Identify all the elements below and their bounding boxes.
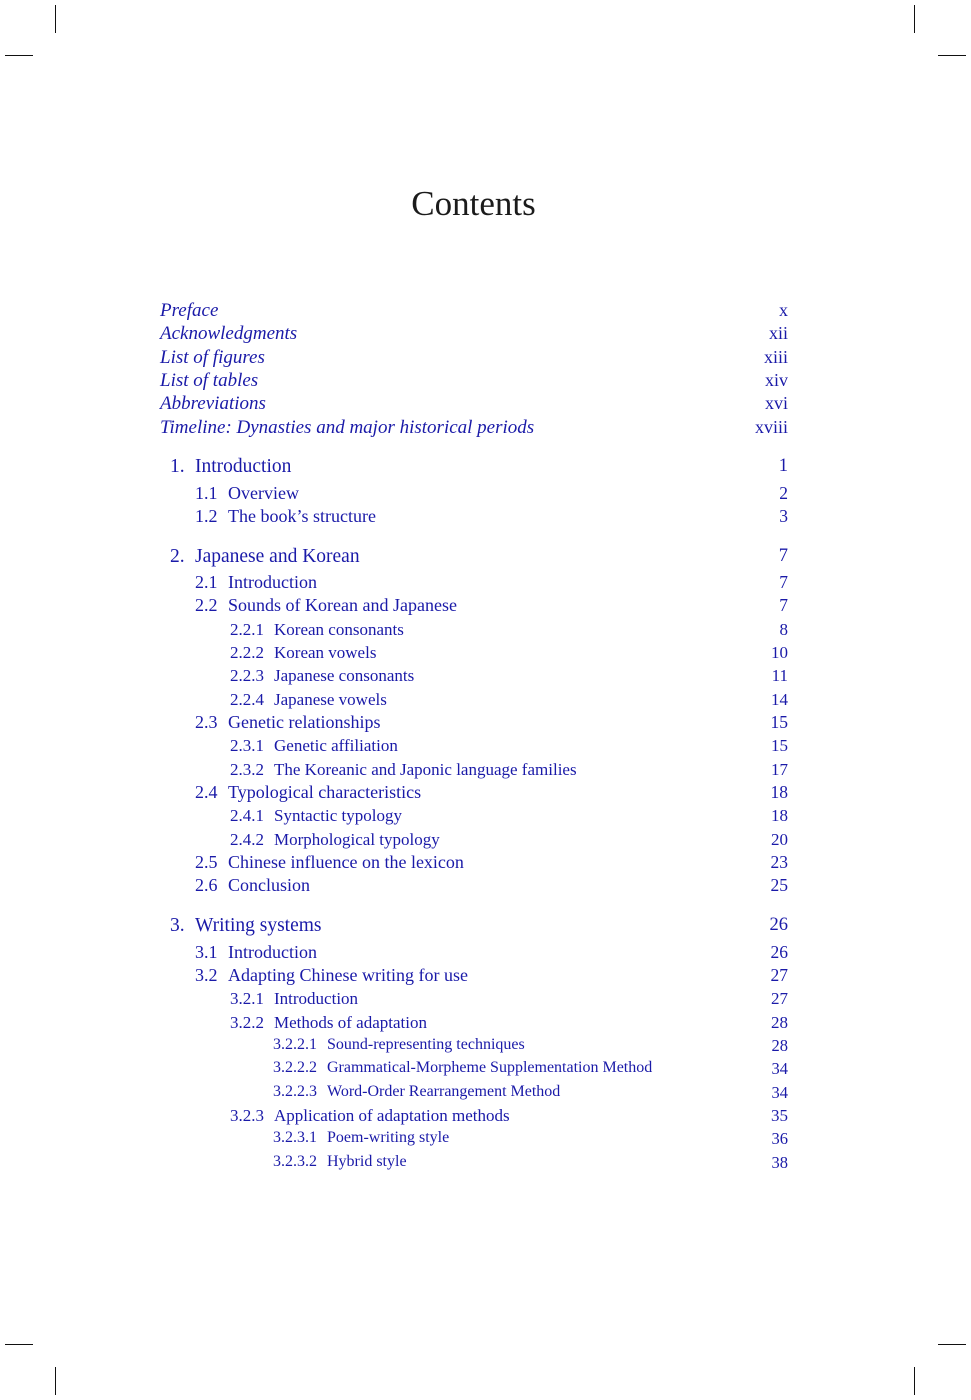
toc-section[interactable] [0, 506, 971, 530]
toc-page-number: xviii [754, 417, 788, 437]
toc-page-number: 38 [771, 1153, 788, 1172]
toc-entry-title: Introduction [228, 942, 317, 962]
toc-subsubsection[interactable] [0, 1153, 971, 1177]
toc-page-number: 7 [779, 572, 788, 592]
toc-subsection[interactable] [0, 690, 971, 714]
toc-entry-list-of-tables[interactable] [0, 370, 971, 394]
toc-entry-title: Syntactic typology [274, 806, 402, 825]
toc-page-number: 23 [770, 852, 788, 872]
toc-page-number: 25 [770, 875, 788, 895]
toc-entry-title: Application of adaptation methods [274, 1106, 510, 1125]
toc-entry-title: Sound-representing techniques [327, 1036, 525, 1053]
toc-subsection[interactable] [0, 760, 971, 784]
toc-page-number: xii [768, 323, 788, 343]
toc-entry-title: Introduction [274, 989, 359, 1008]
toc-chapter-2[interactable] [0, 546, 971, 570]
toc-number: 2.2.1 [230, 620, 264, 639]
toc-page-number: 20 [771, 830, 788, 849]
toc-entry-title: Genetic relationships [228, 712, 381, 732]
toc-number: 3. [170, 915, 185, 936]
toc-page-number: 27 [770, 965, 788, 985]
toc-entry-title: Japanese vowels [274, 690, 387, 709]
toc-number: 3.2.2.3 [273, 1083, 317, 1100]
toc-page-number: 34 [771, 1083, 788, 1102]
toc-entry-title: Writing systems [195, 915, 322, 936]
toc-section[interactable] [0, 712, 971, 736]
toc-section[interactable] [0, 875, 971, 899]
toc-entry-title: Japanese consonants [274, 666, 415, 685]
toc-subsection[interactable] [0, 1013, 971, 1037]
toc-number: 2.3.1 [230, 736, 264, 755]
toc-number: 2.4.2 [230, 830, 264, 849]
toc-number: 3.2.2 [230, 1013, 264, 1032]
toc-subsection[interactable] [0, 989, 971, 1013]
toc-entry-acknowledgments[interactable] [0, 323, 971, 347]
crop-mark [938, 1344, 966, 1345]
toc-page-number: 15 [771, 736, 788, 755]
toc-subsection[interactable] [0, 643, 971, 667]
toc-section[interactable] [0, 572, 971, 596]
crop-mark [55, 5, 56, 33]
toc-page-number: 36 [771, 1129, 788, 1148]
toc-number: 2.6 [195, 875, 218, 895]
toc-number: 3.2.2.2 [273, 1059, 317, 1076]
toc-entry-title: Morphological typology [274, 830, 440, 849]
toc-page-number: 35 [771, 1106, 788, 1125]
toc-page-number: 27 [771, 989, 788, 1008]
toc-page-number: 11 [771, 666, 788, 685]
toc-number: 2.4 [195, 782, 218, 802]
toc-page-number: xvi [764, 393, 788, 413]
toc-entry-title: Introduction [195, 456, 292, 477]
toc-entry-title: List of figures [160, 347, 265, 368]
toc-section[interactable] [0, 852, 971, 876]
crop-mark [938, 55, 966, 56]
toc-entry-title: Typological characteristics [228, 782, 422, 802]
toc-page-number: 10 [771, 643, 788, 662]
toc-section[interactable] [0, 965, 971, 989]
toc-entry-title: Grammatical-Morpheme Supplementation Method [327, 1059, 653, 1076]
toc-chapter-3[interactable] [0, 915, 971, 939]
toc-entry-title: List of tables [160, 370, 259, 391]
toc-page-number: 1 [778, 456, 788, 476]
toc-subsection[interactable] [0, 736, 971, 760]
toc-number: 3.2.1 [230, 989, 264, 1008]
toc-page-number: 28 [771, 1036, 788, 1055]
toc-number: 1.1 [195, 483, 218, 503]
toc-entry-timeline[interactable] [0, 417, 971, 441]
toc-entry-title: Poem-writing style [327, 1129, 450, 1146]
toc-number: 2.3.2 [230, 760, 264, 779]
toc-number: 3.2.3.1 [273, 1129, 317, 1146]
toc-subsubsection[interactable] [0, 1129, 971, 1153]
toc-page-number: 18 [770, 782, 788, 802]
toc-page-number: 28 [771, 1013, 788, 1032]
toc-page-number: 18 [771, 806, 788, 825]
toc-subsection[interactable] [0, 666, 971, 690]
toc-number: 2.2.2 [230, 643, 264, 662]
toc-entry-title: Adapting Chinese writing for use [228, 965, 468, 985]
toc-entry-title: Japanese and Korean [195, 546, 360, 567]
toc-page-number: 3 [779, 506, 788, 526]
toc-entry-title: Conclusion [228, 875, 311, 895]
toc-page-number: 8 [779, 620, 788, 639]
toc-entry-abbreviations[interactable] [0, 393, 971, 417]
toc-subsection[interactable] [0, 830, 971, 854]
toc-subsubsection[interactable] [0, 1083, 971, 1107]
toc-number: 3.2 [195, 965, 218, 985]
toc-entry-title: Chinese influence on the lexicon [228, 852, 464, 872]
toc-page-number: 2 [779, 483, 788, 503]
toc-number: 3.2.2.1 [273, 1036, 317, 1053]
crop-mark [914, 1367, 915, 1395]
toc-entry-title: The Koreanic and Japonic language families [274, 760, 577, 779]
toc-number: 2.5 [195, 852, 218, 872]
toc-entry-title: Korean vowels [274, 643, 377, 662]
toc-number: 1. [170, 456, 185, 477]
page-title: Contents [411, 184, 536, 223]
toc-page-number: 34 [771, 1059, 788, 1078]
toc-number: 3.1 [195, 942, 218, 962]
crop-mark [55, 1367, 56, 1395]
toc-number: 3.2.3.2 [273, 1153, 317, 1170]
toc-subsection[interactable] [0, 1106, 971, 1130]
toc-entry-title: Introduction [228, 572, 317, 592]
toc-entry-title: Abbreviations [160, 393, 266, 414]
toc-page-number: 26 [770, 942, 788, 962]
toc-number: 3.2.3 [230, 1106, 264, 1125]
crop-mark [5, 55, 33, 56]
toc-page-number: 17 [771, 760, 788, 779]
toc-entry-title: Timeline: Dynasties and major historical periods [160, 417, 535, 438]
toc-page-number: xiii [763, 347, 788, 367]
toc-entry-title: Methods of adaptation [274, 1013, 427, 1032]
toc-section[interactable] [0, 782, 971, 806]
toc-chapter-1[interactable] [0, 456, 971, 480]
toc-page-number: x [779, 300, 788, 320]
toc-page-number: 7 [778, 546, 788, 566]
toc-entry-title: Overview [228, 483, 299, 503]
toc-page-number: xiv [764, 370, 788, 390]
toc-number: 2.3 [195, 712, 218, 732]
crop-mark [914, 5, 915, 33]
toc-entry-title: Word-Order Rearrangement Method [327, 1083, 561, 1100]
toc-entry-title: The book’s structure [228, 506, 376, 526]
toc-page-number: 26 [769, 915, 788, 935]
toc-section[interactable] [0, 595, 971, 619]
toc-entry-list-of-figures[interactable] [0, 347, 971, 371]
toc-page-number: 15 [770, 712, 788, 732]
toc-subsubsection[interactable] [0, 1059, 971, 1083]
toc-section[interactable] [0, 942, 971, 966]
toc-entry-title: Genetic affiliation [274, 736, 398, 755]
toc-subsubsection[interactable] [0, 1036, 971, 1060]
toc-subsection[interactable] [0, 806, 971, 830]
toc-entry-title: Hybrid style [327, 1153, 407, 1170]
toc-number: 2.2.3 [230, 666, 264, 685]
toc-entry-title: Acknowledgments [160, 323, 298, 344]
toc-number: 2.4.1 [230, 806, 264, 825]
toc-number: 2.2 [195, 595, 218, 615]
toc-entry-title: Preface [160, 300, 219, 321]
toc-section[interactable] [0, 483, 971, 507]
toc-page-number: 14 [771, 690, 788, 709]
toc-subsection[interactable] [0, 620, 971, 644]
toc-entry-title: Sounds of Korean and Japanese [228, 595, 457, 615]
crop-mark [5, 1344, 33, 1345]
toc-number: 2.2.4 [230, 690, 264, 709]
toc-number: 2. [170, 546, 185, 567]
toc-page-number: 7 [779, 595, 788, 615]
toc-number: 1.2 [195, 506, 218, 526]
toc-entry-preface[interactable] [0, 300, 971, 324]
toc-entry-title: Korean consonants [274, 620, 404, 639]
toc-number: 2.1 [195, 572, 218, 592]
